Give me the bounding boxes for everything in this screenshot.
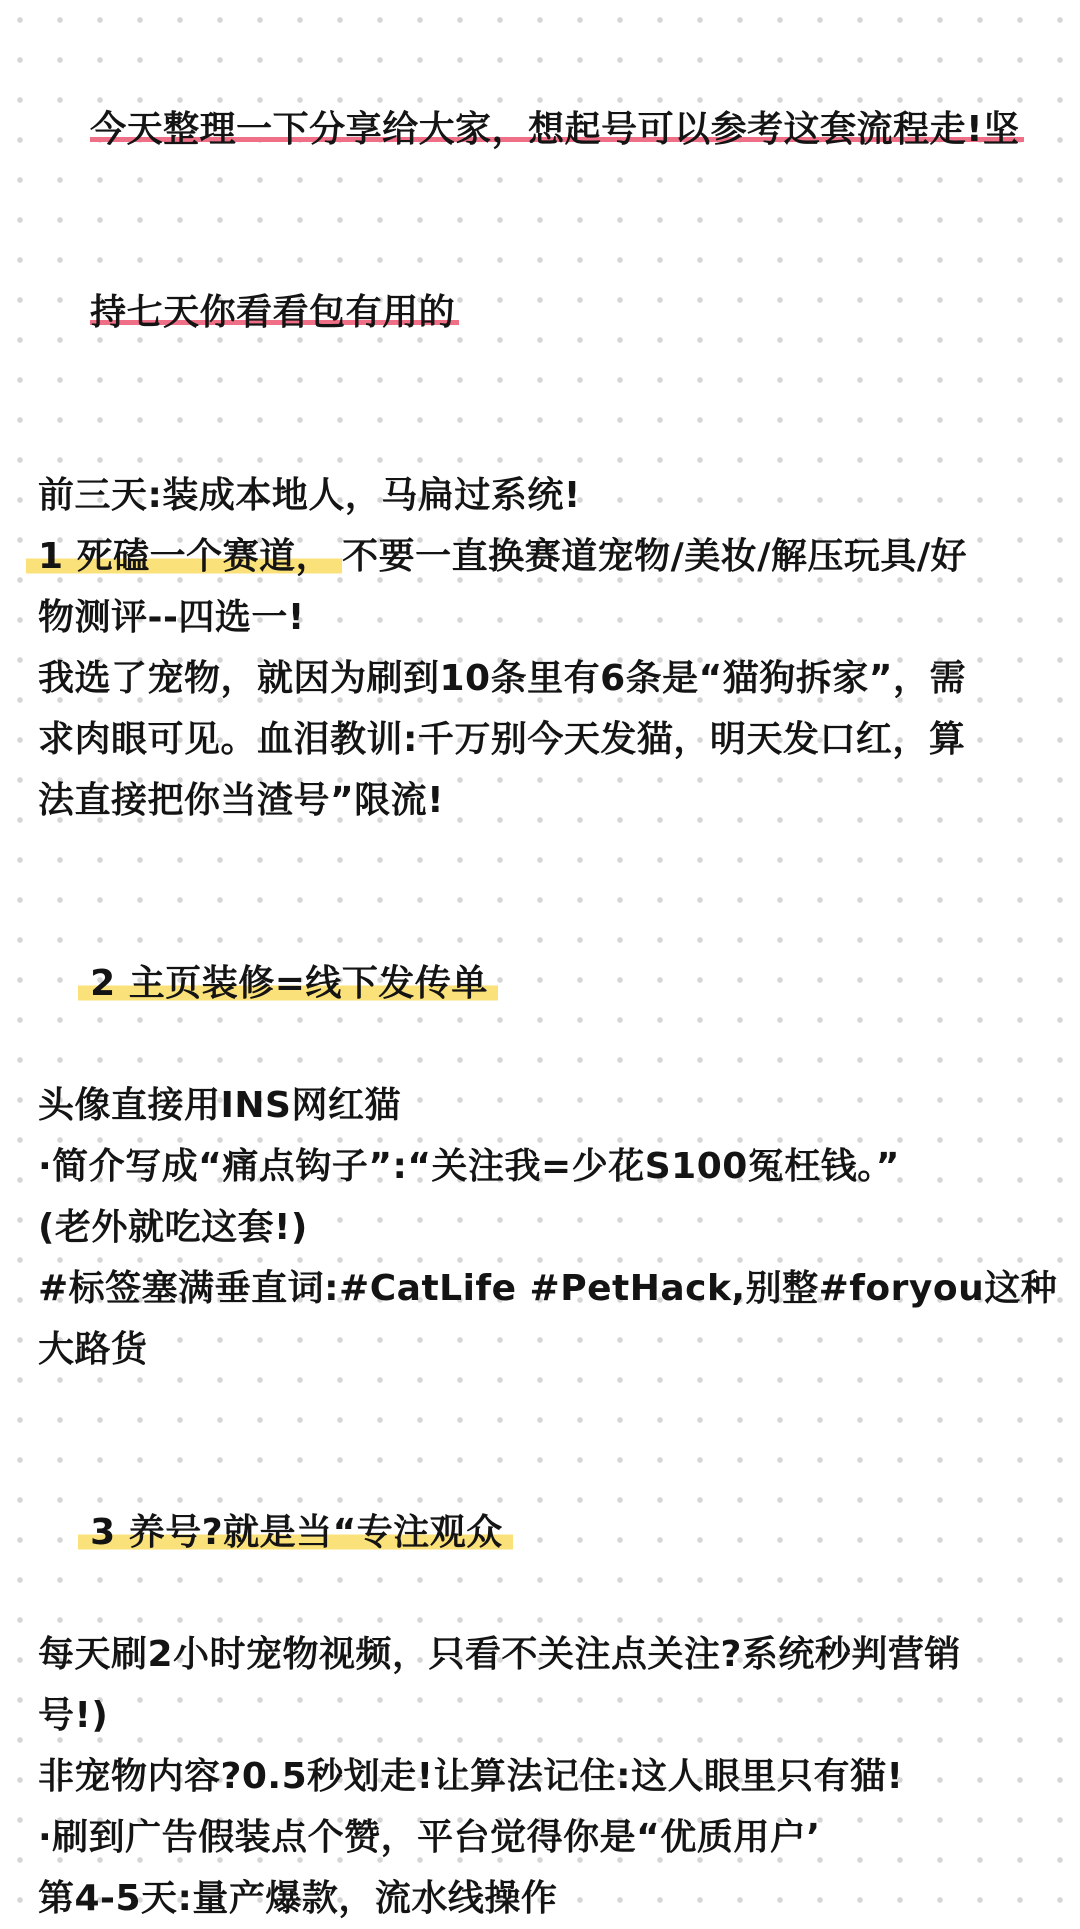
intro-text-2: 持七天你看看包有用的 [90,292,459,333]
phase2-heading: 第4-5天:量产爆款，流水线操作 [38,1878,558,1919]
spacer [38,1380,1060,1441]
story-line-2: 求肉眼可见。血泪教训:千万别今天发猫，明天发口红，算 [38,719,966,760]
step1-highlight: 1 死磕一个赛道， [26,536,342,577]
tags-line-1: #标签塞满垂直词:#CatLife #PetHack,别整#foryou这种 [38,1268,1058,1309]
avatar-line: 头像直接用INS网红猫 [38,1085,401,1126]
bio-line: ·简介写成“痛点钩子”:“关注我=少花S100冤枉钱。” [38,1146,900,1187]
ads-line: ·刷到广告假装点个赞，平台觉得你是“优质用户’ [38,1817,821,1858]
story-line-1: 我选了宠物，就因为刷到10条里有6条是“猫狗拆家”，需 [38,658,966,699]
bio-note: (老外就吃这套!) [38,1207,308,1248]
watch-line-2: 号!) [38,1695,109,1736]
spacer [38,831,1060,892]
step1-rest: 不要一直换赛道宠物/美妆/解压玩具/好 [342,536,968,577]
step2-heading: 2 主页装修=线下发传单 [78,963,498,1004]
skip-line: 非宠物内容?0.5秒划走!让算法记住:这人眼里只有猫! [38,1756,904,1797]
step1-line-1 [38,526,1060,587]
step3-heading-line [38,1441,1060,1624]
step2-heading-line [38,892,1060,1075]
step3-heading: 3 养号?就是当“专注观众 [78,1512,513,1553]
intro-line-1 [38,38,1060,221]
watch-line-1: 每天刷2小时宠物视频，只看不关注点关注?系统秒判营销 [38,1634,961,1675]
story-line-3: 法直接把你当渣号”限流! [38,780,445,821]
tags-line-2: 大路货 [38,1329,148,1370]
intro-text-1: 今天整理一下分享给大家，想起号可以参考这套流程走!坚 [90,109,1023,150]
intro-line-2 [38,221,1060,404]
spacer [38,404,1060,465]
phase1-heading: 前三天:装成本地人，马扁过系统! [38,475,581,516]
step1-line-2: 物测评--四选一! [38,597,305,638]
